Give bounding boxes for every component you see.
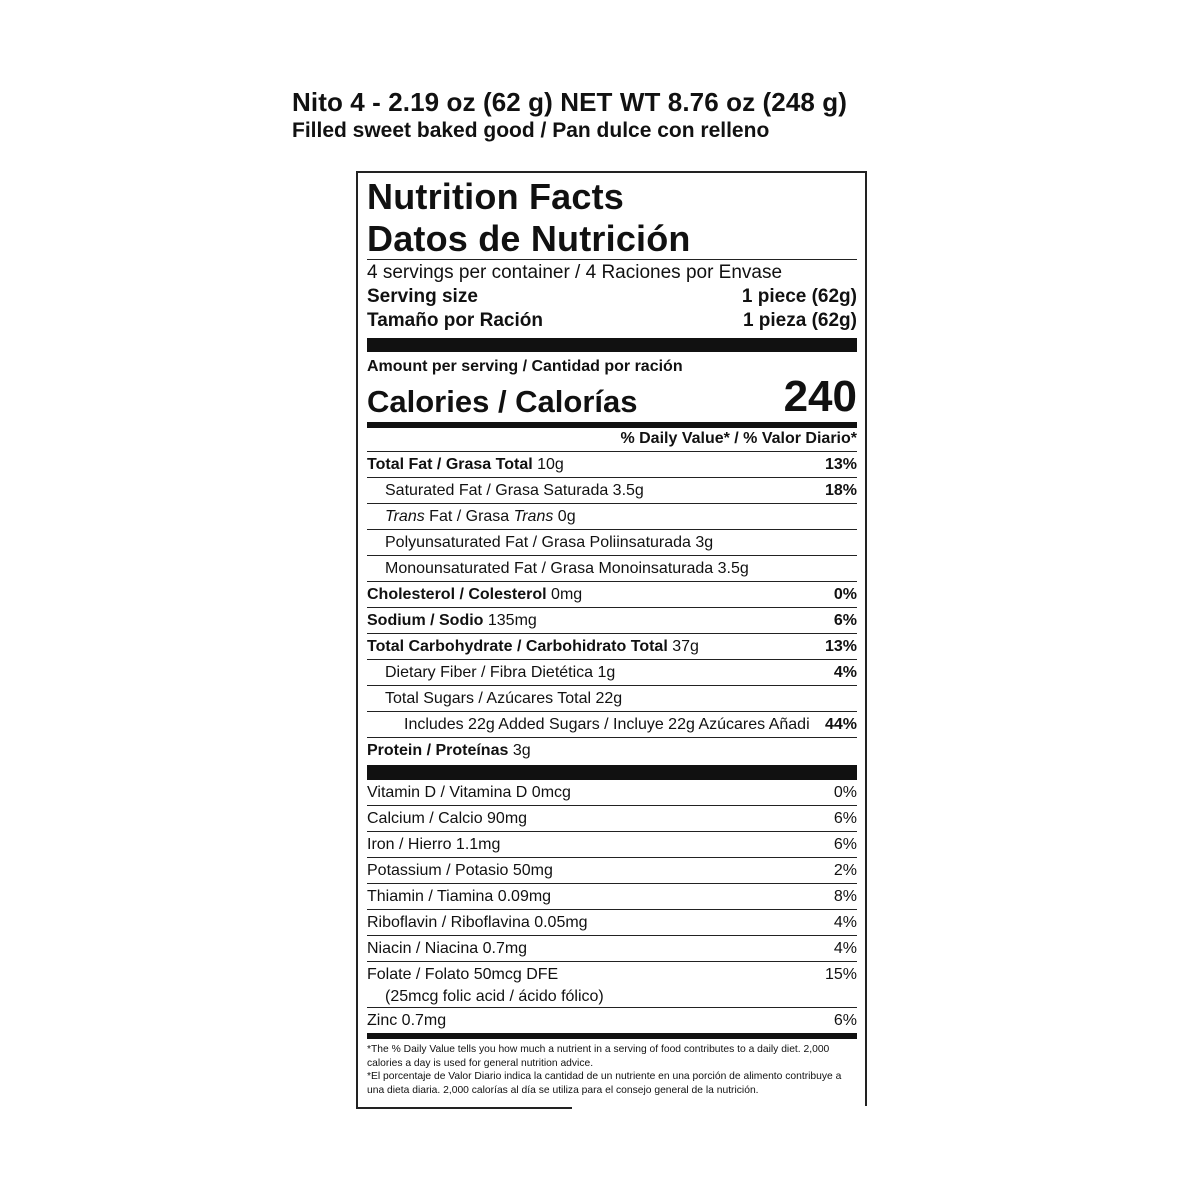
nutrient-name: Dietary Fiber / Fibra Dietética 1g (385, 664, 616, 681)
vitamin-pct: 8% (833, 888, 857, 905)
thick-divider (367, 338, 857, 352)
serving-size-value-es: 1 pieza (62g) (742, 310, 857, 331)
nutrient-name: Saturated Fat / Grasa Saturada 3.5g (385, 482, 644, 499)
nutrient-pct: 13% (824, 638, 857, 655)
serving-size-label-es: Tamaño por Ración (367, 310, 543, 331)
nutrient-list (367, 451, 857, 763)
nutrient-pct: 0% (833, 586, 857, 603)
serving-size-value-en: 1 piece (62g) (741, 286, 857, 307)
serving-size-label-en: Serving size (367, 286, 478, 307)
nutrient-row-total-carbohydrate (367, 633, 857, 659)
nutrient-name: Total Fat / Grasa Total (367, 456, 533, 473)
servings-per-container: 4 servings per container / 4 Raciones por Envase (367, 262, 783, 283)
divider (367, 259, 857, 260)
calories-value: 240 (783, 372, 857, 421)
serving-size-row-en (367, 285, 857, 309)
vitamin-pct: 6% (833, 1012, 857, 1029)
vitamin-row-vitamin-d (367, 780, 857, 805)
nutrient-pct: 13% (824, 456, 857, 473)
nutrient-amount: 37g (667, 638, 699, 655)
footnote-es: *El porcentaje de Valor Diario indica la cantidad de un nutriente en una porción de alimento contribuye a una dieta diaria. 2,000 calorías al día se utiliza para el consejo general de la nutrición. (367, 1071, 842, 1096)
bottom-border-gap (572, 1106, 872, 1112)
nutrition-facts-label (356, 171, 867, 1109)
trans-italic: Trans (385, 508, 425, 525)
vitamin-row-riboflavin (367, 909, 857, 935)
label-title-en: Nutrition Facts (367, 176, 625, 217)
vitamin-name: Potassium / Potasio 50mg (367, 862, 553, 879)
serving-size-row-es (367, 309, 857, 333)
product-subtitle: Filled sweet baked good / Pan dulce con relleno (292, 119, 770, 142)
daily-value-header: % Daily Value* / % Valor Diario* (620, 430, 857, 447)
vitamin-name: Zinc 0.7mg (367, 1012, 447, 1029)
nutrient-name: Total Sugars / Azúcares Total 22g (385, 690, 623, 707)
nutrient-pct: 44% (824, 716, 857, 733)
vitamin-pct: 0% (833, 784, 857, 801)
vitamin-list (367, 780, 857, 1033)
nutrient-row-protein (367, 737, 857, 763)
vitamin-pct: 4% (833, 914, 857, 931)
vitamin-pct: 6% (833, 836, 857, 853)
nutrient-row-cholesterol (367, 581, 857, 607)
vitamin-row-niacin (367, 935, 857, 961)
folate-folic-acid-note: (25mcg folic acid / ácido fólico) (385, 988, 604, 1005)
nutrient-name: Total Carbohydrate / Carbohidrato Total (367, 638, 668, 655)
nutrient-row-total-sugars (367, 685, 857, 711)
trans-italic-es: Trans (513, 508, 554, 525)
product-header (292, 86, 992, 144)
nutrient-amount: 135mg (483, 612, 537, 629)
nutrient-row-trans-fat: Trans Fat / Grasa Trans 0g (367, 503, 857, 529)
nutrient-name: Protein / Proteínas (367, 742, 509, 759)
vitamin-name: Vitamin D / Vitamina D 0mcg (367, 784, 571, 801)
nutrient-row-polyunsaturated-fat (367, 529, 857, 555)
nutrient-amount: 0mg (546, 586, 583, 603)
nutrient-name: Sodium / Sodio (367, 612, 484, 629)
nutrient-pct: 4% (833, 664, 857, 681)
nutrient-row-monounsaturated-fat (367, 555, 857, 581)
vitamin-row-calcium (367, 805, 857, 831)
nutrient-pct: 6% (833, 612, 857, 629)
nutrient-row-added-sugars (367, 711, 857, 737)
nutrient-name: Cholesterol / Colesterol (367, 586, 547, 603)
vitamin-row-potassium (367, 857, 857, 883)
vitamin-pct: 15% (824, 966, 857, 983)
nutrient-name: Monounsaturated Fat / Grasa Monoinsaturada 3.5g (385, 560, 749, 577)
vitamin-pct: 6% (833, 810, 857, 827)
nutrient-name: Polyunsaturated Fat / Grasa Poliinsaturada 3g (385, 534, 714, 551)
thick-divider (367, 765, 857, 780)
calories-label: Calories / Calorías (367, 384, 638, 419)
vitamin-name: Thiamin / Tiamina 0.09mg (367, 888, 552, 905)
nutrient-amount: 10g (532, 456, 564, 473)
nutrient-row-total-fat (367, 451, 857, 477)
label-title-es: Datos de Nutrición (367, 218, 691, 259)
nutrient-amount: 3g (508, 742, 531, 759)
vitamin-row-iron (367, 831, 857, 857)
nutrient-name: Includes 22g Added Sugars / Incluye 22g Azúcares Añadi (404, 716, 810, 733)
vitamin-name: Iron / Hierro 1.1mg (367, 836, 501, 853)
product-title: Nito 4 - 2.19 oz (62 g) NET WT 8.76 oz (248 g) (292, 87, 848, 117)
calories-row (367, 372, 857, 421)
nutrient-row-sodium (367, 607, 857, 633)
vitamin-name: Calcium / Calcio 90mg (367, 810, 528, 827)
vitamin-pct: 4% (833, 940, 857, 957)
footnote-en: *The % Daily Value tells you how much a nutrient in a serving of food contributes to a daily diet. 2,000 calories a day is used for general nutrition advice. (367, 1044, 830, 1069)
nutrient-row-saturated-fat (367, 477, 857, 503)
footnote (367, 1043, 857, 1097)
vitamin-row-thiamin (367, 883, 857, 909)
nutrient-row-dietary-fiber (367, 659, 857, 685)
vitamin-row-folate (367, 961, 857, 1007)
vitamin-name: Riboflavin / Riboflavina 0.05mg (367, 914, 588, 931)
amount-per-serving: Amount per serving / Cantidad por ración (367, 358, 683, 375)
vitamin-row-zinc (367, 1007, 857, 1033)
vitamin-pct: 2% (833, 862, 857, 879)
vitamin-name: Folate / Folato 50mcg DFE (367, 966, 559, 983)
vitamin-name: Niacin / Niacina 0.7mg (367, 940, 528, 957)
heavy-divider (367, 1033, 857, 1039)
nutrient-pct: 18% (824, 482, 857, 499)
